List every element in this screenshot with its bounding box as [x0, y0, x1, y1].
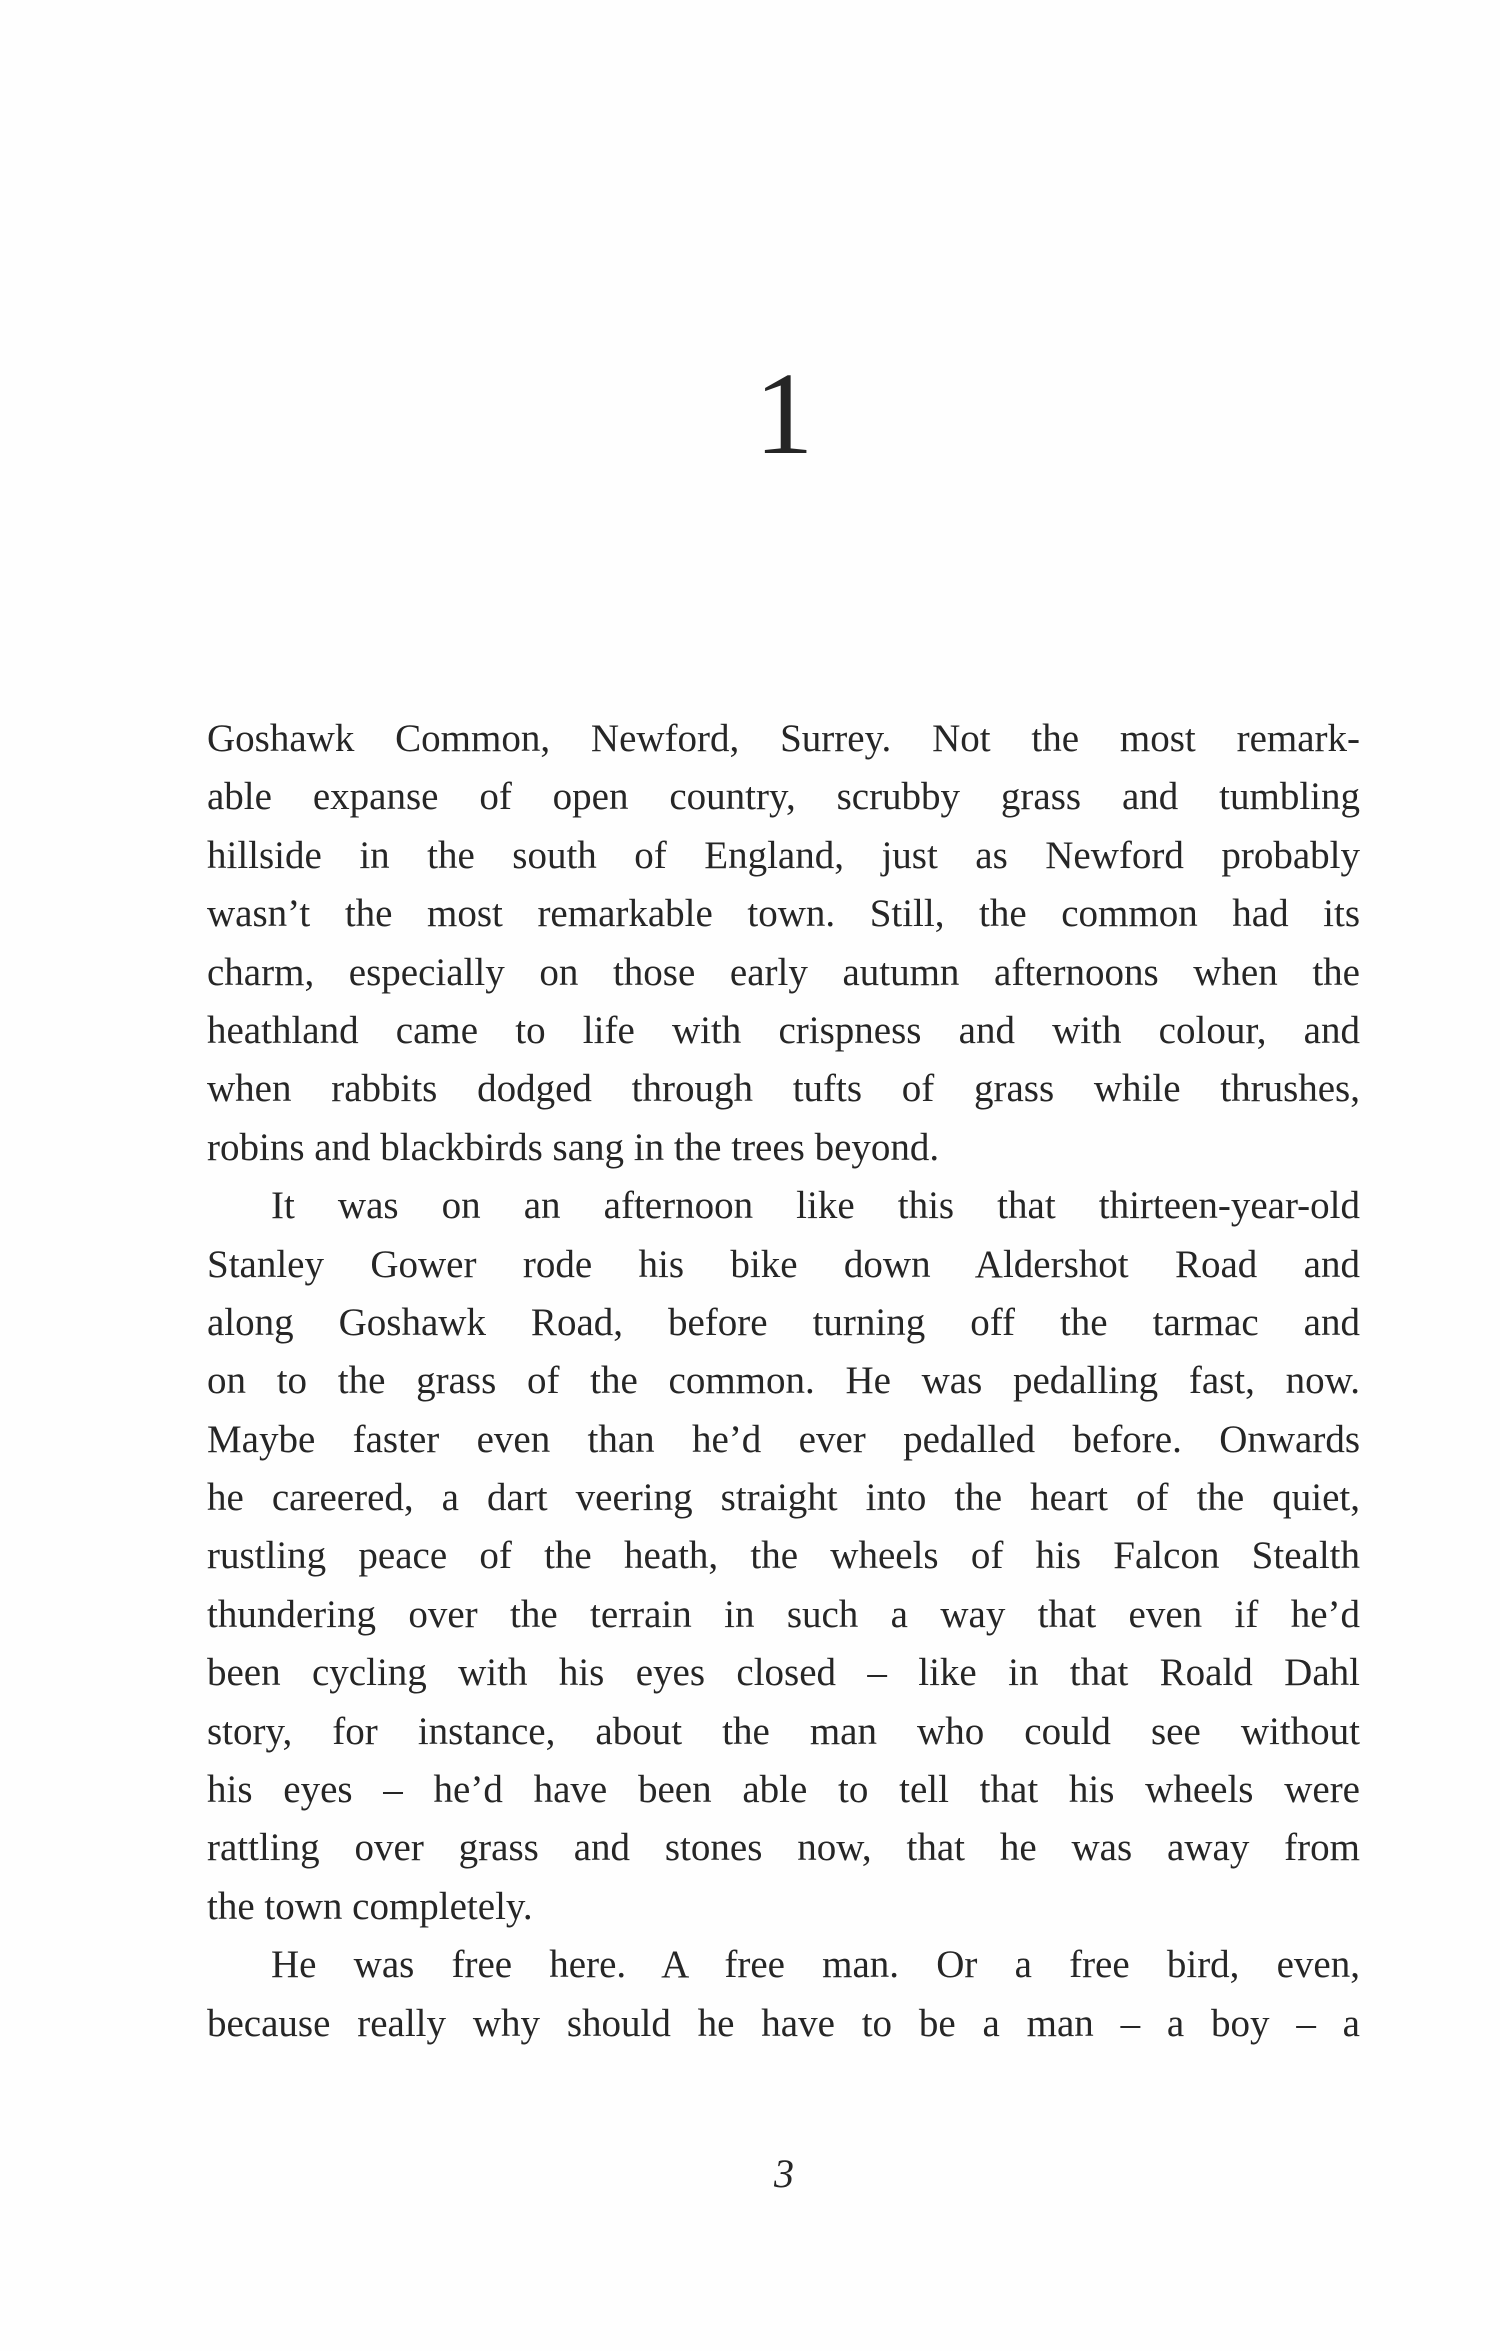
text-line: Goshawk Common, Newford, Surrey. Not the most remark-: [207, 717, 1360, 760]
text-line: wasn’t the most remarkable town. Still, the common had its: [207, 892, 1360, 936]
text-line: when rabbits dodged through tufts of grass while thrushes,: [207, 1067, 1360, 1111]
page-number: 3: [774, 2151, 794, 2196]
text-line: hillside in the south of England, just as Newford probably: [207, 833, 1360, 877]
text-line: able expanse of open country, scrubby grass and tumbling: [207, 775, 1360, 819]
text-line: thundering over the terrain in such a way that even if he’d: [207, 1592, 1360, 1636]
text-line: rattling over grass and stones now, that he was away from: [207, 1826, 1360, 1870]
text-line: Stanley Gower rode his bike down Aldershot Road and: [207, 1242, 1360, 1286]
paragraph-3: [207, 1936, 1360, 2053]
text-line: his eyes – he’d have been able to tell that his wheels were: [207, 1768, 1360, 1812]
text-line: It was on an afternoon like this that thirteen-year-old: [271, 1184, 1360, 1228]
text-line: because really why should he have to be a man – a boy – a: [207, 2001, 1360, 2045]
paragraph-2: [207, 1177, 1360, 1936]
text-line: He was free here. A free man. Or a free bird, even,: [271, 1943, 1360, 1987]
text-line: Maybe faster even than he’d ever pedalled before. Onwards: [207, 1417, 1360, 1461]
paragraph-1: [207, 710, 1360, 1177]
chapter-number: 1: [754, 348, 814, 479]
text-line: heathland came to life with crispness and with colour, and: [207, 1008, 1360, 1052]
text-line: along Goshawk Road, before turning off the tarmac and: [207, 1300, 1360, 1344]
body-text: [207, 710, 1360, 2053]
text-line: on to the grass of the common. He was pedalling fast, now.: [207, 1359, 1360, 1403]
text-line: the town completely.: [207, 1884, 533, 1928]
text-line: robins and blackbirds sang in the trees beyond.: [207, 1125, 940, 1169]
text-line: story, for instance, about the man who could see without: [207, 1709, 1360, 1753]
text-line: he careered, a dart veering straight into the heart of the quiet,: [207, 1476, 1360, 1520]
text-line: charm, especially on those early autumn afternoons when the: [207, 950, 1360, 994]
text-line: been cycling with his eyes closed – like in that Roald Dahl: [207, 1651, 1360, 1695]
text-line: rustling peace of the heath, the wheels of his Falcon Stealth: [207, 1534, 1360, 1578]
